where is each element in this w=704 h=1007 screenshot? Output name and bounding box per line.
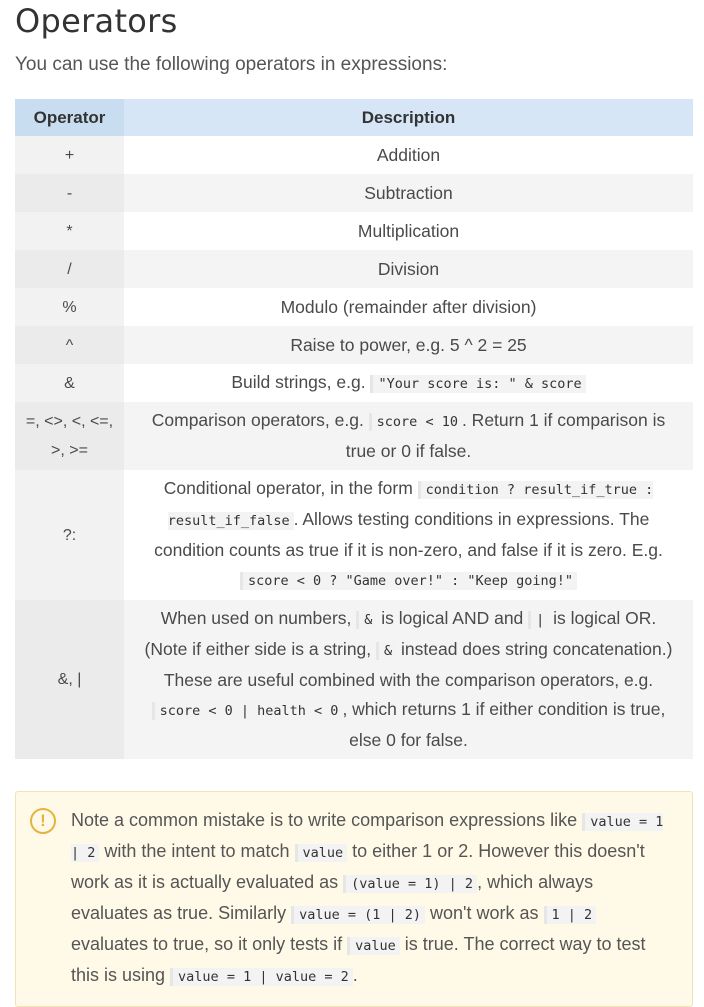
text-segment: is true. The correct way to test this is using — [71, 934, 646, 985]
text-segment: is logical AND and — [376, 608, 529, 628]
description-cell — [124, 174, 693, 212]
table-row — [15, 250, 693, 288]
text-segment: Comparison operators, e.g. — [151, 410, 369, 430]
table-row — [15, 364, 693, 402]
inline-code: & — [356, 611, 376, 629]
description-cell — [124, 136, 693, 174]
text-segment: . Allows testing conditions in expressions. The condition counts as true if it is non-zero, and false if it is zero. E.g. — [154, 509, 663, 560]
inline-code: score < 0 ? "Game over!" : "Keep going!" — [240, 572, 577, 590]
operator-cell: * — [15, 212, 124, 250]
text-segment: Note a common mistake is to write comparison expressions like — [71, 810, 583, 830]
inline-code: condition ? result_if_true : result_if_false — [167, 482, 654, 529]
inline-code: value — [295, 844, 348, 862]
inline-code: "Your score is: " & score — [370, 375, 585, 393]
table-row — [15, 402, 693, 470]
table-row — [15, 600, 693, 759]
operator-cell: - — [15, 174, 124, 212]
table-row — [15, 326, 693, 364]
warning-icon: ! — [30, 808, 56, 834]
text-segment: Addition — [376, 144, 441, 165]
inline-code: score < 10 — [369, 413, 462, 431]
table-row — [15, 136, 693, 174]
operators-table-body — [15, 136, 693, 759]
text-segment: with the intent to match — [99, 841, 295, 861]
operators-table — [15, 99, 693, 759]
inline-code: (value = 1) | 2 — [343, 875, 477, 893]
description-cell — [124, 326, 693, 364]
text-segment: evaluates to true, so it only tests if — [71, 934, 348, 954]
text-segment: Raise to power, e.g. 5 ^ 2 = 25 — [290, 334, 527, 355]
page-title: Operators — [15, 2, 178, 40]
warning-note — [15, 791, 693, 1007]
text-segment: Conditional operator, in the form — [163, 478, 418, 498]
description-cell — [124, 600, 693, 759]
operator-cell: / — [15, 250, 124, 288]
text-segment: Multiplication — [357, 220, 460, 241]
description-cell — [124, 364, 693, 402]
inline-code: value — [347, 937, 400, 955]
inline-code: & — [376, 642, 396, 660]
inline-code: value = (1 | 2) — [291, 906, 425, 924]
description-cell — [124, 288, 693, 326]
table-row — [15, 212, 693, 250]
description-cell — [124, 250, 693, 288]
table-row — [15, 174, 693, 212]
note-text — [71, 806, 674, 992]
text-segment: Modulo (remainder after division) — [280, 296, 537, 317]
column-header-description: Description — [124, 99, 693, 136]
text-segment: Build strings, e.g. — [231, 371, 371, 392]
column-header-operator: Operator — [15, 99, 124, 136]
operator-cell: + — [15, 136, 124, 174]
text-segment: , which always evaluates as true. Similarly — [71, 872, 594, 923]
table-header-row — [15, 99, 693, 136]
text-segment: won't work as — [425, 903, 544, 923]
inline-code: 1 | 2 — [544, 906, 597, 924]
inline-code: value = 1 | 2 — [71, 814, 664, 861]
text-segment: . Return 1 if comparison is true or 0 if false. — [345, 410, 666, 461]
description-cell — [124, 212, 693, 250]
operator-cell: & — [15, 364, 124, 402]
description-cell — [124, 470, 693, 600]
text-segment: Subtraction — [364, 182, 453, 203]
operator-cell: =, <>, <, <=, >, >= — [15, 402, 124, 470]
description-cell — [124, 402, 693, 470]
operator-cell: &, | — [15, 600, 124, 759]
text-segment: to either 1 or 2. However this doesn't work as it is actually evaluated as — [71, 841, 645, 892]
inline-code: score < 0 | health < 0 — [152, 702, 343, 720]
text-segment: Division — [377, 258, 440, 279]
inline-code: | — [528, 611, 548, 629]
text-segment: is logical OR. (Note if either side is a string, — [144, 608, 657, 659]
operator-cell: % — [15, 288, 124, 326]
text-segment: When used on numbers, — [160, 608, 357, 628]
table-row — [15, 288, 693, 326]
text-segment: , which returns 1 if either condition is true, else 0 for false. — [342, 699, 666, 750]
operator-cell: ^ — [15, 326, 124, 364]
table-row — [15, 470, 693, 600]
inline-code: value = 1 | value = 2 — [170, 968, 353, 986]
operator-cell: ?: — [15, 470, 124, 600]
text-segment: instead does string concatenation.) These are useful combined with the comparison operators, e.g. — [163, 639, 673, 690]
intro-text: You can use the following operators in expressions: — [15, 54, 448, 75]
text-segment: . — [352, 965, 358, 985]
